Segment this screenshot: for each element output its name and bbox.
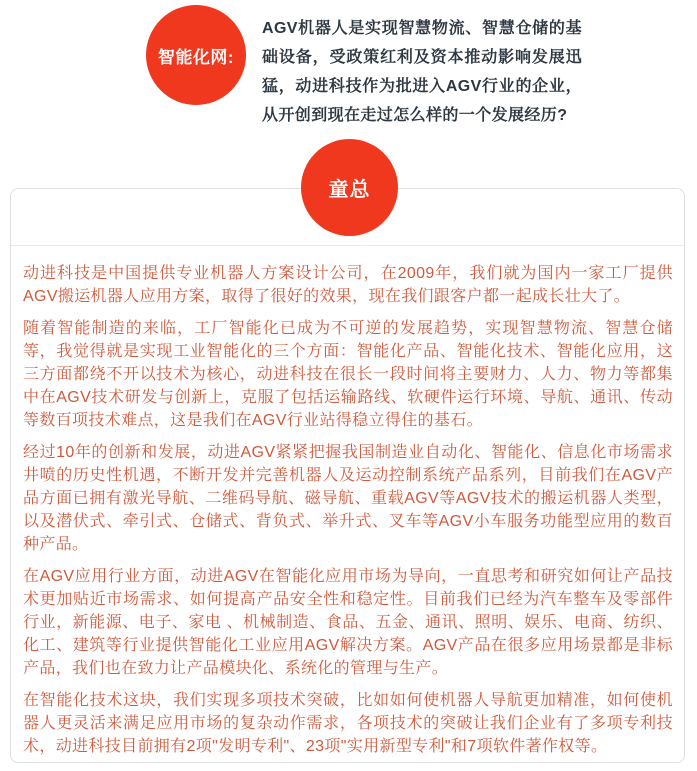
answer-card [10, 188, 685, 763]
answer-paragraph: 随着智能制造的来临，工厂智能化已成为不可逆的发展趋势，实现智慧物流、智慧仓储等，我觉得就是实现工业智能化的三个方面：智能化产品、智能化技术、智能化应用，这三方面都绕不开以技术为核心，动进科技在很长一段时间将主要财力、人力、物力等都集中在AGV技术研发与创新上，克服了包括运输路线、软硬件运行环境、导航、通讯、传动等数百项技术难点，这是我们在AGV行业站得稳立得住的基石。 [23, 320, 673, 429]
question-text: AGV机器人是实现智慧物流、智慧仓储的基础设备，受政策红利及资本推动影响发展迅猛，动进科技作为批进入AGV行业的企业，从开创到现在走过怎么样的一个发展经历? [262, 20, 582, 124]
answer-paragraph: 在智能化技术这块，我们实现多项技术突破，比如如何使机器人导航更加精准，如何使机器人更灵活来满足应用市场的复杂动作需求，各项技术的突破让我们企业有了多项专利技术，动进科技目前拥有2项"发明专利"、23项"实用新型专利"和7项软件著作权等。 [23, 692, 673, 755]
speaker-badge-label: 童总 [328, 179, 371, 201]
interviewer-badge-label: 智能化网: [157, 47, 235, 67]
interviewer-badge [146, 5, 246, 105]
answer-paragraph: 经过10年的创新和发展，动进AGV紧紧把握我国制造业自动化、智能化、信息化市场需求井喷的历史性机遇，不断开发并完善机器人及运动控制系统产品系列，目前我们在AGV产品方面已拥有激光导航、二维码导航、磁导航、重载AGV等AGV技术的搬运机器人类型，以及潜伏式、牵引式、仓储式、背负式、举升式、叉车等AGV小车服务功能型应用的数百种产品。 [23, 444, 673, 553]
answer-paragraph: 在AGV应用行业方面，动进AGV在智能化应用市场为导向，一直思考和研究如何让产品技术更加贴近市场需求、如何提高产品安全性和稳定性。目前我们已经为汽车整车及零部件行业，新能源、电子、家电 、机械制造、食品、五金、通讯、照明、娱乐、电商、纺织、化工、建筑等行业提供智能化工业应用AGV解决方案。AGV产品在很多应用场景都是非标产品，我们也在致力让产品模块化、系统化的管理与生产。 [23, 568, 673, 677]
speaker-badge [301, 139, 398, 236]
answer-paragraph: 动进科技是中国提供专业机器人方案设计公司，在2009年，我们就为国内一家工厂提供AGV搬运机器人应用方案，取得了很好的效果，现在我们跟客户都一起成长壮大了。 [23, 265, 673, 305]
answer-body [11, 246, 684, 758]
